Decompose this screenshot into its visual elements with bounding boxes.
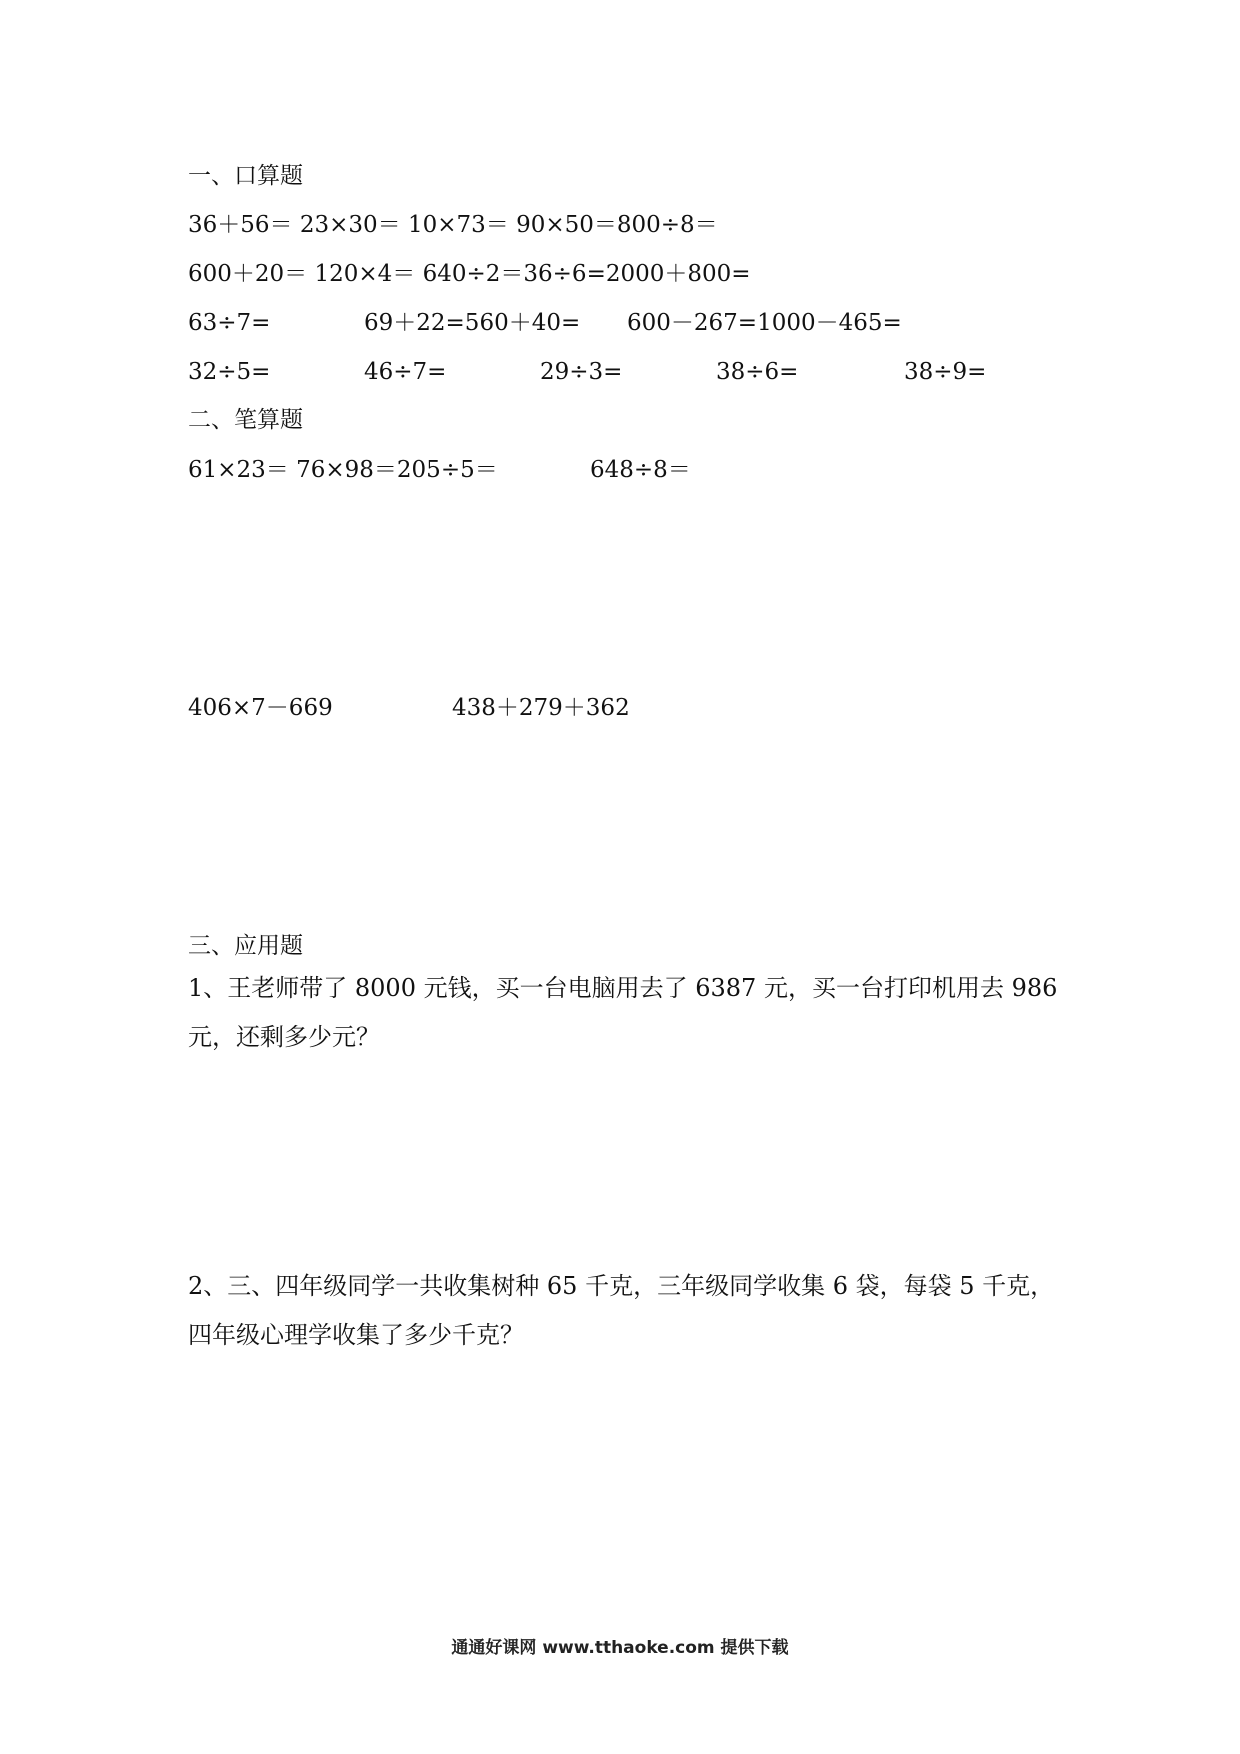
section1-row4-item: 38÷6= <box>716 359 799 385</box>
section1-title: 一、口算题 <box>188 163 303 189</box>
section1-row1: 36＋56＝ 23×30＝ 10×73＝ 90×50＝800÷8＝ <box>188 212 718 238</box>
section1-row4-item: 32÷5= <box>188 359 271 385</box>
section2-row1-item: 61×23＝ 76×98＝205÷5＝ <box>188 457 498 483</box>
section2-row1-item: 648÷8＝ <box>590 457 691 483</box>
word-problem-2: 2、三、四年级同学一共收集树种 65 千克，三年级同学收集 6 袋，每袋 5 千克，四年级心理学收集了多少千克？ <box>188 1272 1055 1349</box>
word-problem-1: 1、王老师带了 8000 元钱，买一台电脑用去了 6387 元，买一台打印机用去 986 元，还剩多少元？ <box>188 974 1058 1051</box>
section1-row4-item: 46÷7= <box>364 359 447 385</box>
section1-row3-item: 600－267=1000－465= <box>627 310 902 336</box>
section2-row2-item: 406×7－669 <box>188 695 333 721</box>
section1-row2: 600＋20＝ 120×4＝ 640÷2＝36÷6=2000＋800= <box>188 261 751 287</box>
section2-row2-item: 438＋279＋362 <box>452 695 630 721</box>
footer-credit: 通通好课网 www.tthaoke.com 提供下载 <box>451 1638 789 1658</box>
section3-title: 三、应用题 <box>188 933 303 959</box>
section2-title: 二、笔算题 <box>188 407 303 433</box>
section1-row3-item: 63÷7= <box>188 310 271 336</box>
section1-row4-item: 38÷9= <box>904 359 987 385</box>
section1-row4-item: 29÷3= <box>540 359 623 385</box>
section1-row3-item: 69＋22=560＋40= <box>364 310 581 336</box>
